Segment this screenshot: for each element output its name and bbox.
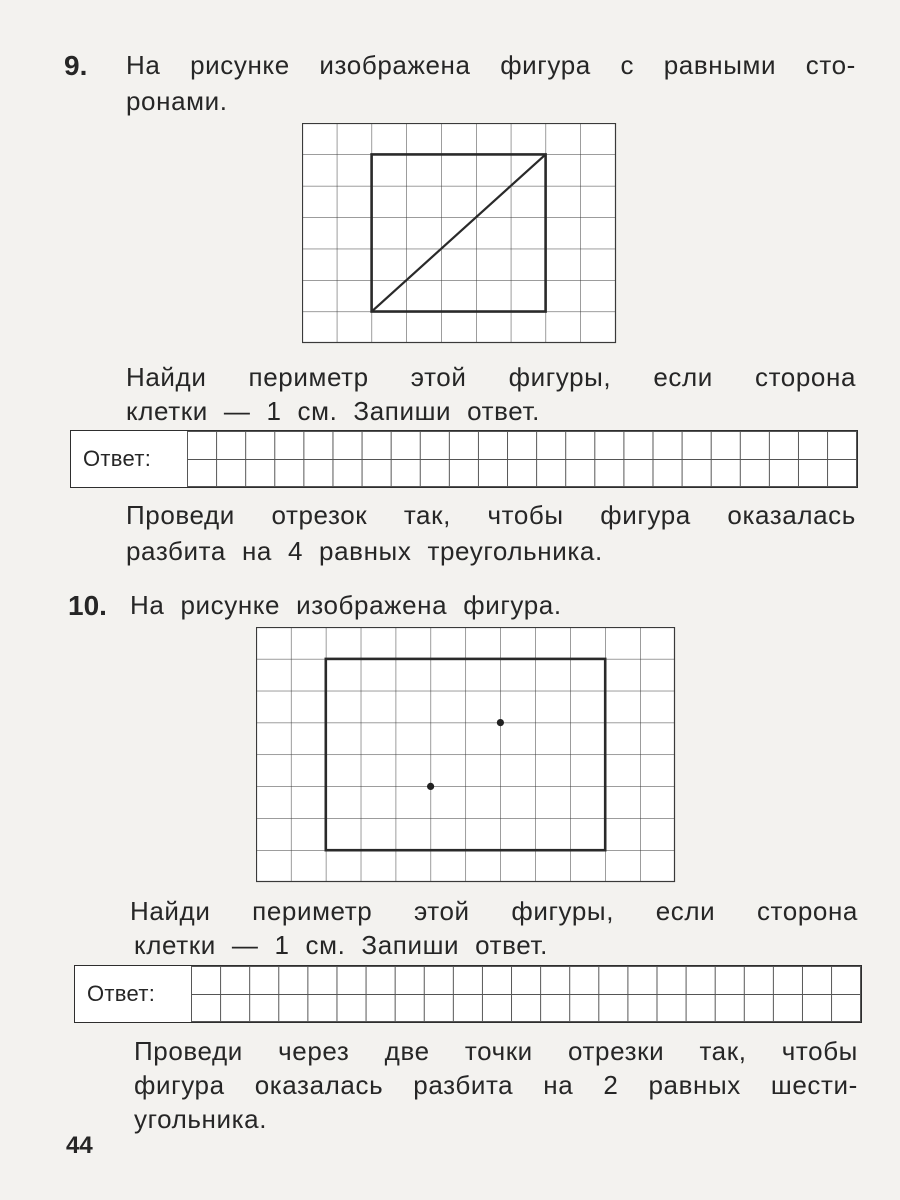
task10-point-2 <box>427 783 434 790</box>
task9-answer-box[interactable] <box>70 430 858 488</box>
task9-answer-cells[interactable] <box>187 431 857 487</box>
task9-number: 9. <box>64 50 88 81</box>
task10-answer-cells[interactable] <box>191 966 861 1022</box>
task10-number: 10. <box>68 590 107 621</box>
task10-instruction-line2: фигура оказалась разбита на 2 равных шести- <box>134 1070 858 1100</box>
task9-instruction-line2: разбита на 4 равных треугольника. <box>126 536 603 566</box>
task9-intro-line2: ронами. <box>126 86 228 116</box>
task10-instruction-line3: угольника. <box>134 1104 268 1134</box>
task9-instruction-line1: Проведи отрезок так, чтобы фигура оказалась <box>126 500 856 530</box>
task10-answer-label: Ответ: <box>87 981 156 1006</box>
task10-answer-box[interactable] <box>74 965 862 1023</box>
task10-question-line2: клетки — 1 см. Запиши ответ. <box>134 930 548 960</box>
task10-question-line1: Найди периметр этой фигуры, если сторона <box>130 896 858 926</box>
page-number: 44 <box>66 1132 93 1159</box>
task9-question-line2: клетки — 1 см. Запиши ответ. <box>126 396 540 426</box>
task9-question-line1: Найди периметр этой фигуры, если сторона <box>126 362 856 392</box>
task10-figure-grid <box>256 627 680 887</box>
task10-point-1 <box>497 719 504 726</box>
task10-instruction-line1: Проведи через две точки отрезки так, чтобы <box>134 1036 858 1066</box>
task9-intro-line1: На рисунке изображена фигура с равными сто- <box>126 50 856 80</box>
task9-answer-label: Ответ: <box>83 446 152 471</box>
task10-intro: На рисунке изображена фигура. <box>130 590 562 620</box>
task9-figure-grid <box>302 123 622 347</box>
